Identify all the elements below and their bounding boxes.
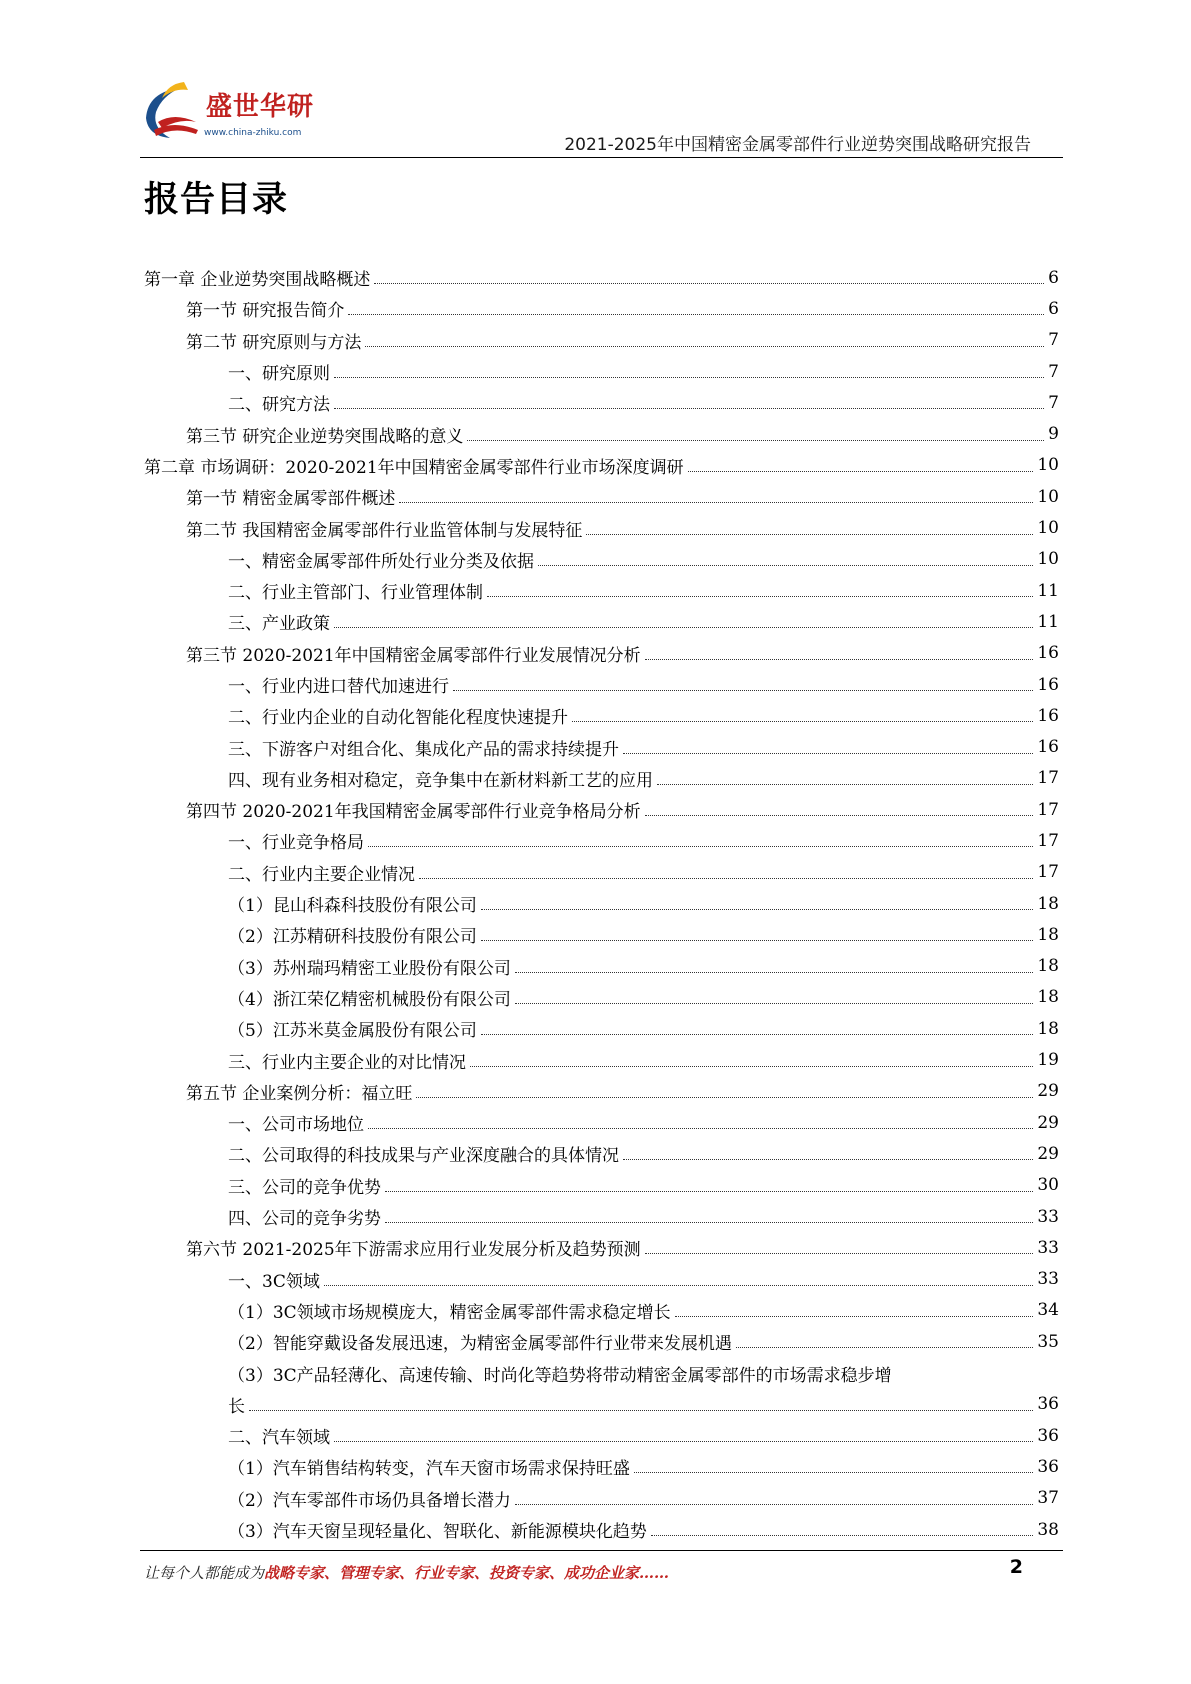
toc-entry[interactable] xyxy=(144,1357,1059,1388)
toc-entry-page: 7 xyxy=(1048,330,1059,351)
toc-entry-page: 30 xyxy=(1037,1175,1059,1196)
toc-entry-page: 18 xyxy=(1037,956,1059,977)
toc-entry[interactable] xyxy=(144,763,1059,794)
toc-entry[interactable] xyxy=(144,1264,1059,1295)
toc-entry[interactable] xyxy=(144,1389,1059,1420)
toc-entry-page: 35 xyxy=(1037,1331,1059,1352)
toc-entry-page: 17 xyxy=(1037,862,1059,883)
toc-entry[interactable] xyxy=(144,450,1059,481)
toc-leader-dots xyxy=(586,534,1033,535)
toc-leader-dots xyxy=(365,346,1044,347)
toc-entry-title: 长 xyxy=(228,1396,245,1417)
toc-leader-dots xyxy=(623,1159,1033,1160)
toc-entry-page: 10 xyxy=(1037,518,1059,539)
toc-leader-dots xyxy=(334,408,1044,409)
slogan-prefix: 让每个人都能成为 xyxy=(144,1564,265,1582)
toc-entry-page: 34 xyxy=(1037,1300,1059,1321)
toc-leader-dots xyxy=(399,502,1033,503)
toc-leader-dots xyxy=(334,377,1044,378)
toc-entry-title: 第六节 2021-2025年下游需求应用行业发展分析及趋势预测 xyxy=(186,1240,641,1261)
toc-entry-title: 四、现有业务相对稳定，竞争集中在新材料新工艺的应用 xyxy=(228,770,653,791)
toc-entry-page: 6 xyxy=(1048,298,1059,319)
toc-entry-title: 一、行业内进口替代加速进行 xyxy=(228,677,449,697)
toc-leader-dots xyxy=(419,878,1033,879)
toc-leader-dots xyxy=(324,1285,1034,1286)
header-divider xyxy=(140,157,1063,158)
toc-entry[interactable] xyxy=(144,1201,1059,1232)
toc-entry[interactable] xyxy=(144,982,1059,1013)
toc-entry-title: 一、行业竞争格局 xyxy=(228,833,364,854)
toc-entry[interactable] xyxy=(144,1232,1059,1263)
toc-leader-dots xyxy=(334,1441,1033,1442)
toc-entry-title: （1）3C领域市场规模庞大，精密金属零部件需求稳定增长 xyxy=(228,1302,671,1323)
toc-entry-page: 17 xyxy=(1037,799,1059,820)
toc-entry[interactable] xyxy=(144,262,1059,293)
toc-entry-title: （2）江苏精研科技股份有限公司 xyxy=(228,927,477,948)
toc-entry[interactable] xyxy=(144,700,1059,731)
toc-entry-page: 18 xyxy=(1037,987,1059,1008)
toc-entry[interactable] xyxy=(144,1107,1059,1138)
toc-entry-page: 7 xyxy=(1048,361,1059,382)
toc-entry-title: 第二节 我国精密金属零部件行业监管体制与发展特征 xyxy=(186,520,583,541)
toc-entry-title: （3）汽车天窗呈现轻量化、智联化、新能源模块化趋势 xyxy=(228,1522,647,1543)
toc-entry-title: 三、产业政策 xyxy=(228,614,330,635)
toc-entry[interactable] xyxy=(144,575,1059,606)
toc-leader-dots xyxy=(515,1003,1034,1004)
toc-entry-title: 第三节 2020-2021年中国精密金属零部件行业发展情况分析 xyxy=(186,645,641,666)
toc-entry-page: 17 xyxy=(1037,768,1059,789)
toc-entry[interactable] xyxy=(144,888,1059,919)
toc-leader-dots xyxy=(334,627,1033,628)
toc-entry[interactable] xyxy=(144,1138,1059,1169)
toc-entry-title: 二、行业内企业的自动化智能化程度快速提升 xyxy=(228,708,568,729)
toc-leader-dots xyxy=(572,721,1033,722)
toc-entry-page: 38 xyxy=(1037,1519,1059,1540)
toc-entry-title: （1）昆山科森科技股份有限公司 xyxy=(228,896,477,917)
toc-leader-dots xyxy=(368,846,1033,847)
toc-entry-page: 29 xyxy=(1037,1112,1059,1133)
toc-entry[interactable] xyxy=(144,293,1059,324)
toc-leader-dots xyxy=(481,909,1034,910)
toc-entry[interactable] xyxy=(144,481,1059,512)
toc-entry[interactable] xyxy=(144,544,1059,575)
footer-slogan xyxy=(144,1562,669,1583)
toc-entry-title: 第一章 企业逆势突围战略概述 xyxy=(144,270,371,291)
toc-entry-title: （2）汽车零部件市场仍具备增长潜力 xyxy=(228,1490,511,1511)
toc-leader-dots xyxy=(385,1191,1033,1192)
toc-entry[interactable] xyxy=(144,1013,1059,1044)
toc-leader-dots xyxy=(645,815,1034,816)
toc-entry[interactable] xyxy=(144,387,1059,418)
toc-entry-page: 29 xyxy=(1037,1081,1059,1102)
toc-entry-page: 10 xyxy=(1037,549,1059,570)
toc-entry-page: 33 xyxy=(1037,1206,1059,1227)
toc-entry-title: 第二节 研究原则与方法 xyxy=(186,332,362,353)
toc-entry-title: （5）江苏米莫金属股份有限公司 xyxy=(228,1021,477,1042)
toc-entry-title: 二、汽车领域 xyxy=(228,1428,330,1449)
toc-entry-page: 11 xyxy=(1037,580,1059,601)
toc-leader-dots xyxy=(515,972,1034,973)
toc-leader-dots xyxy=(385,1222,1033,1223)
toc-entry-title: 三、公司的竞争优势 xyxy=(228,1177,381,1198)
toc-entry-page: 16 xyxy=(1037,643,1059,664)
slogan-highlight: 战略专家、管理专家、行业专家、投资专家、成功企业家…… xyxy=(264,1564,670,1582)
toc-leader-dots xyxy=(348,314,1044,315)
toc-entry-title: （1）汽车销售结构转变，汽车天窗市场需求保持旺盛 xyxy=(228,1459,630,1480)
toc-leader-dots xyxy=(657,784,1033,785)
toc-entry-page: 11 xyxy=(1037,611,1059,632)
toc-entry[interactable] xyxy=(144,638,1059,669)
toc-entry-page: 33 xyxy=(1037,1269,1059,1290)
toc-entry-page: 29 xyxy=(1037,1143,1059,1164)
toc-entry-title: 第五节 企业案例分析：福立旺 xyxy=(186,1083,413,1104)
toc-entry-title: 二、行业主管部门、行业管理体制 xyxy=(228,583,483,604)
toc-entry-page: 6 xyxy=(1048,267,1059,288)
toc-leader-dots xyxy=(467,440,1044,441)
toc-entry-page: 18 xyxy=(1037,1018,1059,1039)
toc-entry[interactable] xyxy=(144,418,1059,449)
toc-entry[interactable] xyxy=(144,857,1059,888)
toc-entry-title: 第一节 研究报告简介 xyxy=(186,301,345,322)
toc-entry-title: 第三节 研究企业逆势突围战略的意义 xyxy=(186,426,464,447)
toc-entry-title: 一、精密金属零部件所处行业分类及依据 xyxy=(228,551,534,572)
toc-leader-dots xyxy=(645,1253,1034,1254)
toc-entry-title: 四、公司的竞争劣势 xyxy=(228,1209,381,1230)
toc-entry[interactable] xyxy=(144,606,1059,637)
toc-entry[interactable] xyxy=(144,825,1059,856)
toc-entry-page: 16 xyxy=(1037,737,1059,758)
toc-entry[interactable] xyxy=(144,731,1059,762)
toc-entry-title: （3）苏州瑞玛精密工业股份有限公司 xyxy=(228,958,511,979)
toc-entry-page: 7 xyxy=(1048,392,1059,413)
toc-leader-dots xyxy=(249,1410,1033,1411)
toc-entry[interactable] xyxy=(144,1483,1059,1514)
toc-entry[interactable] xyxy=(144,1420,1059,1451)
toc-leader-dots xyxy=(470,1066,1033,1067)
toc-entry-page: 37 xyxy=(1037,1488,1059,1509)
toc-entry-title: 三、行业内主要企业的对比情况 xyxy=(228,1052,466,1073)
toc-leader-dots xyxy=(481,940,1034,941)
toc-entry[interactable] xyxy=(144,1076,1059,1107)
toc-entry[interactable] xyxy=(144,512,1059,543)
toc-leader-dots xyxy=(675,1316,1034,1317)
toc-entry-page: 19 xyxy=(1037,1050,1059,1071)
toc-leader-dots xyxy=(453,690,1033,691)
toc-entry-title: 一、公司市场地位 xyxy=(228,1115,364,1136)
toc-leader-dots xyxy=(634,1472,1034,1473)
toc-entry-page: 18 xyxy=(1037,924,1059,945)
toc-leader-dots xyxy=(374,283,1044,284)
toc-entry-title: 三、下游客户对组合化、集成化产品的需求持续提升 xyxy=(228,739,619,760)
toc-entry-title: （2）智能穿戴设备发展迅速，为精密金属零部件行业带来发展机遇 xyxy=(228,1334,732,1355)
toc-leader-dots xyxy=(416,1097,1033,1098)
toc-leader-dots xyxy=(623,753,1033,754)
toc-entry[interactable] xyxy=(144,794,1059,825)
toc-entry-title: 二、研究方法 xyxy=(228,395,330,416)
toc-entry-page: 36 xyxy=(1037,1456,1059,1477)
toc-entry[interactable] xyxy=(144,951,1059,982)
page-title: 报告目录 xyxy=(144,180,289,220)
footer-divider xyxy=(140,1550,1063,1551)
toc-entry-title: 第四节 2020-2021年我国精密金属零部件行业竞争格局分析 xyxy=(186,802,641,823)
toc-leader-dots xyxy=(515,1504,1034,1505)
toc-entry-title: 第二章 市场调研：2020-2021年中国精密金属零部件行业市场深度调研 xyxy=(144,457,684,478)
page-number: 2 xyxy=(1009,1556,1023,1578)
toc-entry-title: （3）3C产品轻薄化、高速传输、时尚化等趋势将带动精密金属零部件的市场需求稳步增 xyxy=(228,1365,892,1386)
toc-entry-page: 17 xyxy=(1037,830,1059,851)
toc-entry-page: 18 xyxy=(1037,893,1059,914)
toc-leader-dots xyxy=(487,596,1033,597)
toc-entry[interactable] xyxy=(144,1514,1059,1545)
logo-wordmark: 盛世华研 xyxy=(206,92,315,122)
toc-leader-dots xyxy=(368,1128,1033,1129)
page-header xyxy=(0,0,1191,160)
toc-entry[interactable] xyxy=(144,919,1059,950)
table-of-contents xyxy=(144,262,1059,1545)
toc-entry-page: 36 xyxy=(1037,1425,1059,1446)
toc-entry[interactable] xyxy=(144,1170,1059,1201)
report-title: 2021-2025年中国精密金属零部件行业逆势突围战略研究报告 xyxy=(564,135,1031,155)
toc-entry-page: 36 xyxy=(1037,1394,1059,1415)
toc-entry[interactable] xyxy=(144,325,1059,356)
toc-leader-dots xyxy=(688,471,1034,472)
toc-entry-page: 33 xyxy=(1037,1237,1059,1258)
toc-entry[interactable] xyxy=(144,1295,1059,1326)
logo-url: www.china-zhiku.com xyxy=(204,128,302,138)
toc-entry-page: 16 xyxy=(1037,674,1059,695)
toc-entry-page: 9 xyxy=(1048,424,1059,445)
toc-entry-title: 二、行业内主要企业情况 xyxy=(228,864,415,885)
toc-entry-page: 10 xyxy=(1037,455,1059,476)
toc-entry[interactable] xyxy=(144,669,1059,700)
toc-leader-dots xyxy=(481,1034,1034,1035)
toc-entry[interactable] xyxy=(144,1326,1059,1357)
toc-entry-page: 16 xyxy=(1037,705,1059,726)
toc-entry-title: 第一节 精密金属零部件概述 xyxy=(186,489,396,510)
toc-entry-title: 二、公司取得的科技成果与产业深度融合的具体情况 xyxy=(228,1146,619,1167)
toc-entry-title: （4）浙江荣亿精密机械股份有限公司 xyxy=(228,989,511,1010)
toc-entry-page: 10 xyxy=(1037,486,1059,507)
toc-entry-title: 一、3C领域 xyxy=(228,1271,320,1292)
toc-entry[interactable] xyxy=(144,356,1059,387)
toc-leader-dots xyxy=(736,1347,1034,1348)
toc-leader-dots xyxy=(645,659,1034,660)
toc-leader-dots xyxy=(538,565,1033,566)
toc-entry-title: 一、研究原则 xyxy=(228,364,330,385)
toc-entry[interactable] xyxy=(144,1044,1059,1075)
toc-leader-dots xyxy=(651,1535,1034,1536)
toc-entry[interactable] xyxy=(144,1451,1059,1482)
